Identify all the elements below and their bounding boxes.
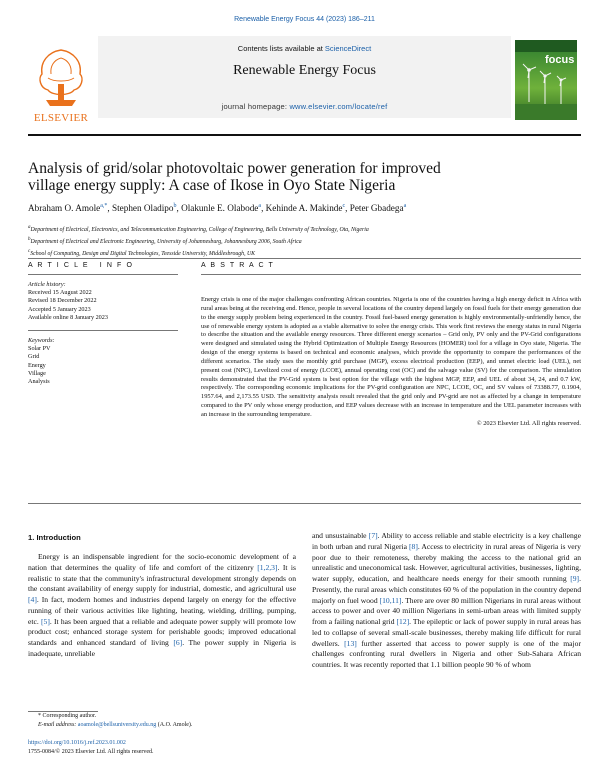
history-item: Available online 8 January 2023 (28, 313, 108, 321)
author-affiliation-mark[interactable]: a,* (100, 203, 108, 209)
citation-link[interactable]: [13] (344, 638, 357, 648)
citation-link[interactable]: [1,2,3] (257, 562, 278, 572)
issn-line: 1755-0084/© 2023 Elsevier Ltd. All rights reserved. (28, 748, 154, 755)
affiliation-text: Department of Electrical, Electronics, and Telecommunication Engineering, College of Engineering, Bells University of Technology, Ota, Nigeria (30, 226, 369, 233)
keyword-item: Grid (28, 353, 40, 361)
affiliation-item (28, 235, 581, 247)
cover-word: focus (545, 54, 575, 66)
body-text: . Presently, the rural areas which constitutes 60 % of the population in the country depend majorly on fuel wood (312, 574, 581, 605)
body-text: . It has been argued that a reliable and adequate power supply will promote low product cost; enhanced storage system for perishable goods; improved educational standards and enhanced standard of living (28, 616, 296, 647)
body-text: Energy is an indispensable ingredient for the socio-economic development of a nation that determines the quality of life and comfort of the citizenry (28, 552, 296, 572)
affiliation-text: Department of Electrical and Electronic Engineering, University of Johannesburg, Johannesburg 2006, South Africa (30, 238, 302, 245)
body-text: . The power supply in Nigeria is inadequate, unreliable (28, 638, 296, 658)
doi-block (28, 739, 428, 756)
body-right-column (312, 531, 581, 671)
history-item: Received 15 August 2022 (28, 289, 92, 297)
email-label: E-mail address: (38, 721, 78, 728)
abstract-section (201, 262, 581, 427)
author-name: Kehinde A. Makinde (265, 203, 343, 214)
corresponding-author-note: * Corresponding author. (38, 713, 97, 719)
citation-link[interactable]: [9] (570, 574, 580, 583)
introduction-heading: 1. Introduction (28, 533, 81, 542)
author-separator: , (261, 203, 266, 214)
keyword-item: Village (28, 369, 46, 377)
citation-link[interactable]: [7] (368, 531, 378, 540)
citation-link[interactable]: [5] (41, 616, 50, 626)
body-text: . Ability to access reliable and stable electricity is a key challenge in both urban and rural Nigeria (312, 531, 581, 551)
keywords-rule (28, 330, 178, 331)
contents-line (98, 44, 511, 53)
body-left-column (28, 552, 296, 660)
keyword-item: Solar PV (28, 345, 51, 353)
author-affiliation-mark[interactable]: b (173, 203, 177, 209)
author-separator: , (176, 203, 182, 214)
abstract-rule (201, 274, 581, 275)
title-line-1: Analysis of grid/solar photovoltaic power generation for improved (28, 160, 441, 177)
journal-reference[interactable]: Renewable Energy Focus 44 (2023) 186–211 (234, 16, 375, 23)
abstract-text: Energy crisis is one of the major challenges confronting African countries. Nigeria is one of the countries having a high energy deficit in Africa with rural areas being at the receiving end. Hence, people in several locations of the country depend largely on fossil fuels for their energy generation due to the energy supply problem being experienced in the country. Fossil fuel-based energy generation is highly environmentally-unfriendly hence, the use of renewable energy system is adopted as a viable alternative to solve the energy crisis. This work first reviews the energy status in rural Nigeria to describe the situation and the available energy resources. Three different energy scenarios – Grid only, PV only and the PV-Grid configurations were designed and simulated using the Hybrid Optimization of Multiple Energy Resources (HOMER) tool for a village in Oyo state, Nigeria. The design of the energy systems is based on technical and economic analyses, which provide the opportunity to compare the performances of the different scenarios. The study uses the monthly grid purchase (MGP), excess electrical production (EEP), and unmet electric load (UEL), net present cost (NPC), Levelized cost of energy (LCOE), annual operating cost (OC) and the salvage value (SV) for the comparison. The simulation results demonstrated that the PV-Grid system is best option for the village with the highest MGP, EEP, and UEL of about 34, 24, and 0.7 kW, respectively. The corresponding economic implications for the PV-grid configuration are NPC, LCOE, OC, and SV values of 73388.77, 0.1904, 1957.64, and 2,173.55 USD. The sensitivity analysis result revealed that the grid only and PV-grid are not as affected by a change in temperature compared to the PV only whose energy production, and EEP values decrease with an increase in temperature and the UEL parameter increases with an increase in the surrounding temperature. (201, 296, 581, 418)
affiliation-item (28, 223, 581, 235)
history-item: Revised 18 December 2022 (28, 297, 97, 305)
history-list (28, 289, 178, 322)
author-name: Peter Gbadega (349, 203, 404, 214)
keywords-list (28, 345, 178, 386)
author-separator: , (345, 203, 350, 214)
author-affiliation-mark[interactable]: a (258, 203, 262, 209)
journal-homepage (98, 102, 511, 111)
affiliation-mark: c (28, 248, 31, 254)
doi-link[interactable]: https://doi.org/10.1016/j.ref.2023.01.002 (28, 740, 126, 746)
journal-cover-image (515, 40, 577, 120)
affiliation-mark: a (28, 225, 31, 230)
footnote (38, 712, 338, 729)
citation-link[interactable]: [12] (396, 617, 410, 626)
masthead (28, 36, 581, 134)
body-text: and unsustainable (312, 531, 369, 540)
body-text: . There are over 80 million Nigerians in rural areas without access to power and over 40 million Nigerians in semi-urban areas with limited supply from a failing national grid (312, 595, 581, 626)
abstract-copyright: © 2023 Elsevier Ltd. All rights reserved. (476, 419, 581, 427)
email-link[interactable]: aoamole@bellsuniversity.edu.ng (77, 721, 157, 728)
citation-link[interactable]: [10,11] (379, 595, 402, 605)
history-label: Article history: (28, 281, 66, 288)
elsevier-logo (28, 44, 94, 126)
affiliation-item (28, 247, 581, 259)
author-separator: , (107, 203, 112, 214)
publisher-wordmark: ELSEVIER (33, 112, 89, 124)
body-text: . Access to electricity in rural areas of Nigeria is very poor due to their remoteness, thereby making the access to the national grid an unrealistic and uneconomical task. However, agricultural activities, businesses, lighting, water supply, education, and healthcare needs energy for their smooth running (312, 541, 581, 583)
contents-prefix: Contents lists available at (237, 44, 325, 53)
homepage-link[interactable]: www.elsevier.com/locate/ref (289, 102, 388, 111)
email-line (38, 721, 338, 730)
article-info-heading: A R T I C L E I N F O (28, 262, 134, 269)
homepage-prefix: journal homepage: (221, 102, 290, 111)
author-name: Olakunle E. Olabode (181, 203, 259, 214)
author-affiliation-mark[interactable]: c (342, 203, 346, 209)
body-text: . It is realistic to state that the community's infrastructural development strongly depends on the constant availability of energy supply for industrial, domestic, and agricultural use (28, 562, 296, 594)
author-affiliation-mark[interactable]: a (403, 203, 407, 209)
body-text: further asserted that access to power supply is one of the major challenges confronting rural dwellers in Nigeria and other Sub-Sahara African countries. It was recently reported that 1.1 billion people 90 % of whom (312, 638, 581, 669)
author-name: Abraham O. Amole (28, 203, 101, 214)
affiliation-rule (28, 258, 581, 259)
citation-link[interactable]: [6] (173, 638, 183, 647)
body-text: . The epileptic or lack of power supply in rural areas has led to collapse of several small-scale businesses, thereby making life difficult for rural dwellers. (312, 617, 582, 648)
sciencedirect-link[interactable]: ScienceDirect (324, 44, 372, 53)
author-name: Stephen Oladipo (111, 203, 174, 214)
citation-link[interactable]: [8] (409, 541, 418, 551)
header-rule (28, 134, 581, 136)
title-line-2: village energy supply: A case of Ikose in Oyo State Nigeria (28, 177, 396, 194)
history-item: Accepted 5 January 2023 (28, 305, 91, 313)
keyword-item: Analysis (28, 378, 50, 386)
citation-link[interactable]: [4] (28, 595, 37, 604)
keyword-item: Energy (28, 361, 46, 369)
article-info (28, 262, 178, 386)
abstract-heading: A B S T R A C T (201, 262, 275, 269)
abstract-end-rule (28, 503, 581, 504)
email-suffix: (A.O. Amole). (156, 721, 193, 728)
article-info-rule (28, 274, 178, 275)
journal-header (98, 36, 511, 118)
body-text: . In fact, modern homes and industries depend largely on energy for the effective running of their various activities like lighting, heating, wielding, drilling, pumping, etc. (28, 595, 296, 626)
article-title (28, 160, 548, 194)
keywords-label: Keywords: (28, 337, 55, 345)
affiliations (28, 223, 581, 259)
author-list (28, 203, 581, 213)
journal-title: Renewable Energy Focus (233, 63, 376, 78)
affiliation-mark: b (28, 236, 31, 242)
journal-cover-thumbnail (515, 40, 577, 120)
affiliation-text: School of Computing, Design and Digital Technologies, Teesside University, Middlesbrough, UK (30, 250, 256, 257)
